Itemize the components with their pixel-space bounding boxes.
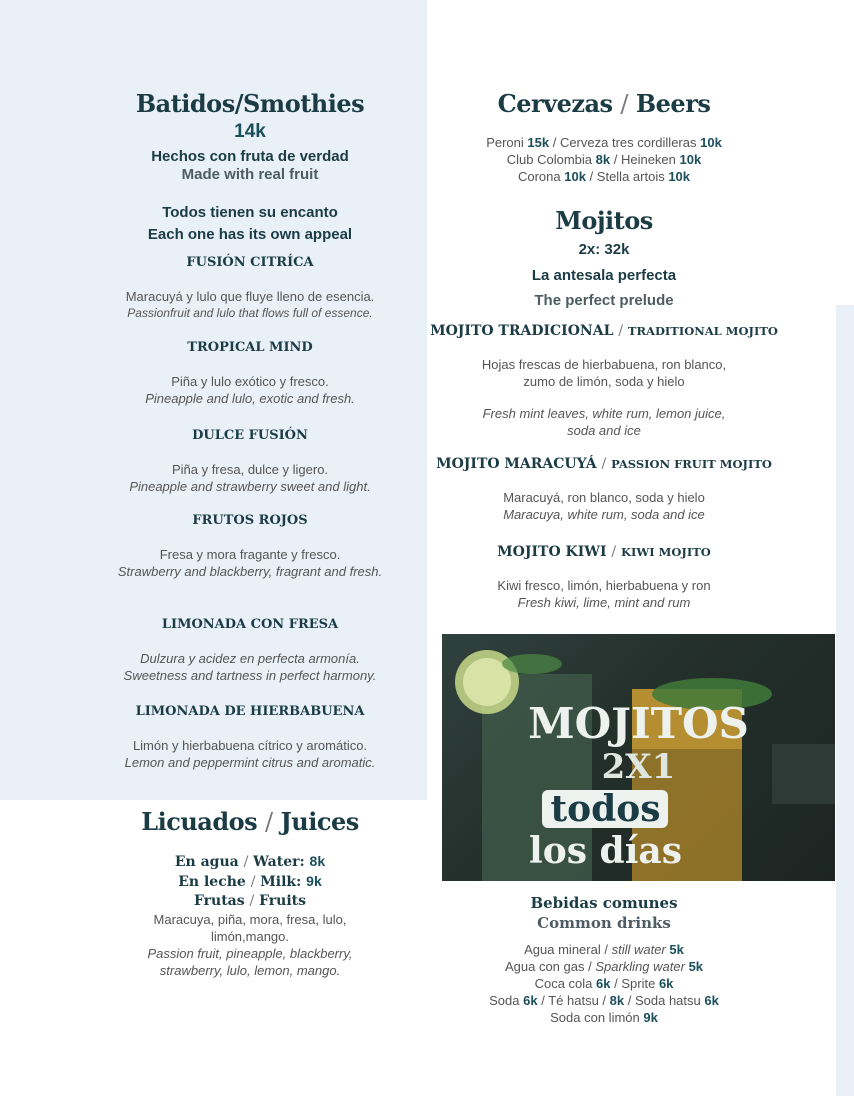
batido-item-desc-en: Lemon and peppermint citrus and aromatic. [124, 755, 376, 770]
drink-name: / Soda hatsu [627, 993, 701, 1008]
batido-item [70, 254, 430, 322]
promo-line-dias: los días [529, 830, 682, 872]
drink-name: / Sprite [614, 976, 656, 991]
slash: / [601, 456, 607, 472]
mojito-desc-es: Maracuyá, ron blanco, soda y hielo [503, 490, 705, 505]
slash: / [250, 874, 256, 890]
batido-item-name: TROPICAL MIND [187, 340, 313, 355]
batido-item-desc-en: Passionfruit and lulo that flows full of essence. [127, 306, 373, 320]
mojito-name-es: MOJITO MARACUYÁ [436, 456, 597, 472]
mojito-name-en: KIWI MOJITO [620, 545, 711, 559]
drink-price: 9k [643, 1010, 658, 1025]
right-edge-strip [836, 305, 854, 1096]
drink-line [424, 1009, 784, 1026]
batido-item-desc-en: Sweetness and tartness in perfect harmony. [123, 668, 377, 683]
beer-name: Cerveza tres cordilleras [559, 135, 697, 150]
title-separator: / [620, 90, 629, 118]
drink-price: 6k [523, 993, 538, 1008]
batidos-tagline-es: Hechos con fruta de verdad [151, 148, 349, 165]
mojito-item [424, 454, 784, 523]
licuados-milk-es: En leche [178, 874, 246, 890]
mojito-desc-en: Fresh mint leaves, white rum, lemon juice, soda and ice [482, 406, 726, 438]
beer-name: Corona [517, 169, 561, 184]
batido-item-desc-es: Piña y fresa, dulce y ligero. [171, 462, 329, 477]
drink-line [424, 975, 784, 992]
drink-price: 5k [669, 942, 684, 957]
batido-item [70, 427, 430, 495]
batido-item-name: FRUTOS ROJOS [192, 513, 308, 528]
beer-price: 10k [679, 152, 702, 167]
drink-name: Agua con gas / [504, 959, 592, 974]
batidos-tagline-en: Made with real fruit [181, 166, 319, 183]
drink-price: 8k [609, 993, 625, 1008]
licuados-title [70, 806, 430, 838]
batido-item-name: LIMONADA CON FRESA [161, 617, 339, 632]
beer-price: 15k [527, 135, 550, 150]
slash: / [243, 854, 249, 870]
drink-price: 5k [688, 959, 704, 974]
cervezas-title-es: Cervezas [497, 89, 613, 118]
batido-item-desc-es: Fresa y mora fragante y fresco. [159, 547, 341, 562]
batido-item [70, 512, 430, 580]
drink-name: Soda [489, 993, 520, 1008]
beer-line: Corona 10k / Stella artois 10k [517, 169, 691, 184]
batidos-section [70, 88, 430, 246]
licuados-fruits-list-en: Passion fruit, pineapple, blackberry, strawberry, lulo, lemon, mango. [147, 946, 353, 978]
licuados-section [70, 806, 430, 979]
batido-item-name: FUSIÓN CITRÍCA [186, 255, 314, 270]
mojito-name-es: MOJITO KIWI [497, 544, 607, 560]
licuados-title-es: Licuados [141, 807, 258, 836]
beer-name: Club Colombia [506, 152, 593, 167]
promo-line-2x1: 2X1 [601, 747, 676, 787]
mojito-item-name [424, 542, 784, 562]
beer-price: 10k [564, 169, 586, 184]
licuados-water-es: En agua [174, 854, 239, 870]
drink-name: / Té hatsu / [541, 993, 607, 1008]
mojito-item-name [424, 321, 784, 341]
slash: / [618, 323, 624, 339]
batido-item-name: DULCE FUSIÓN [192, 428, 308, 443]
licuados-milk-price: 9k [306, 873, 322, 889]
batido-item [70, 339, 430, 407]
title-separator: / [264, 808, 273, 836]
licuados-water-line [70, 852, 430, 872]
licuados-fruits-es: Frutas [193, 893, 245, 909]
mojitos-tagline-en: The perfect prelude [534, 292, 674, 309]
licuados-fruits-list-es: Maracuya, piña, mora, fresa, lulo, limón,mango. [153, 912, 347, 944]
drink-name-en: still water [611, 942, 666, 957]
licuados-fruits-line [70, 892, 430, 911]
beer-line: Club Colombia 8k / Heineken 10k [506, 152, 702, 167]
beer-price: 10k [700, 135, 722, 150]
batido-item-desc-en: Strawberry and blackberry, fragrant and fresh. [117, 564, 383, 579]
mojito-item [424, 542, 784, 611]
mojitos-price: 2x: 32k [578, 241, 630, 258]
licuados-fruits-en: Fruits [259, 893, 307, 909]
batido-item-desc-en: Pineapple and strawberry sweet and light. [129, 479, 371, 494]
batido-item-desc-es: Piña y lulo exótico y fresco. [171, 374, 329, 389]
mojito-desc-es: Hojas frescas de hierbabuena, ron blanco, zumo de limón, soda y hielo [481, 357, 727, 389]
batido-item-desc-es: Limón y hierbabuena cítrico y aromático. [132, 738, 368, 753]
beer-line: Peroni 15k / Cerveza tres cordilleras 10k [486, 135, 722, 150]
mojitos-title: Mojitos [555, 206, 653, 235]
licuados-milk-en: Milk: [260, 874, 302, 890]
mojito-name-en: TRADITIONAL MOJITO [627, 324, 778, 338]
mojito-desc-en: Maracuya, white rum, soda and ice [503, 507, 705, 522]
drink-price: 6k [658, 976, 674, 991]
drink-name-en: Sparkling water [595, 959, 685, 974]
cervezas-title-en: Beers [635, 89, 711, 118]
drink-name: Soda con limón [550, 1010, 640, 1025]
beer-name: Stella artois [596, 169, 665, 184]
licuados-water-en: Water: [253, 854, 305, 870]
beer-name: Heineken [620, 152, 676, 167]
batido-item [70, 616, 430, 684]
drink-price: 6k [596, 976, 611, 991]
mojito-name-es: MOJITO TRADICIONAL [430, 323, 614, 339]
mojitos-promo-image [442, 634, 835, 881]
bebidas-section [424, 893, 784, 1026]
licuados-milk-line [70, 872, 430, 892]
drink-line [424, 992, 784, 1009]
drink-line [424, 958, 784, 975]
drink-name: Coca cola [534, 976, 593, 991]
cervezas-title [424, 88, 784, 120]
slash: / [249, 893, 255, 909]
mojito-desc-en: Fresh kiwi, lime, mint and rum [517, 595, 691, 610]
licuados-water-price: 8k [309, 853, 326, 869]
mojito-item-name [424, 454, 784, 474]
beer-price: 10k [668, 169, 691, 184]
promo-line-mojitos: MOJITOS [528, 699, 749, 748]
batido-item [70, 703, 430, 771]
cervezas-section [424, 88, 784, 185]
batidos-price: 14k [234, 121, 266, 142]
mojito-item [424, 321, 784, 439]
beer-price: 8k [595, 152, 611, 167]
beer-name: Peroni [486, 135, 524, 150]
mojitos-tagline-es: La antesala perfecta [531, 267, 677, 284]
drink-name: Agua mineral / [524, 942, 608, 957]
batido-item-name: LIMONADA DE HIERBABUENA [135, 704, 365, 719]
licuados-title-en: Juices [280, 807, 359, 836]
mojito-name-en: PASSION FRUIT MOJITO [611, 457, 772, 471]
batido-item-desc-es: Dulzura y acidez en perfecta armonía. [140, 651, 360, 666]
slash: / [611, 544, 617, 560]
batidos-appeal-en: Each one has its own appeal [147, 226, 353, 243]
batido-item-desc-es: Maracuyá y lulo que fluye lleno de esencia. [125, 289, 375, 304]
drink-line [424, 941, 784, 958]
batidos-title: Batidos/Smothies [135, 89, 365, 118]
bebidas-title-es: Bebidas comunes [530, 894, 678, 912]
batido-item-desc-en: Pineapple and lulo, exotic and fresh. [145, 391, 355, 406]
drink-price: 6k [704, 993, 719, 1008]
mojitos-section [424, 205, 784, 313]
mojito-desc-es: Kiwi fresco, limón, hierbabuena y ron [497, 578, 711, 593]
promo-line-todos: todos [550, 788, 661, 830]
bebidas-title-en: Common drinks [537, 914, 671, 932]
batidos-appeal-es: Todos tienen su encanto [162, 204, 338, 221]
